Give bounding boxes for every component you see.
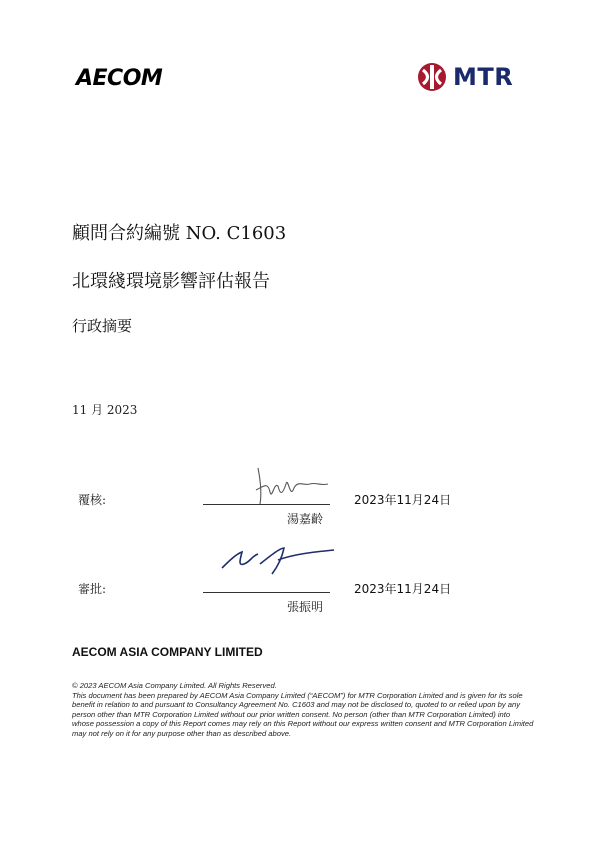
report-subtitle: 行政摘要 (72, 317, 133, 335)
review-label: 覆核: (78, 493, 107, 507)
mtr-wordmark: MTR (453, 63, 514, 91)
review-name: 湯嘉齡 (287, 512, 324, 526)
approve-label: 審批: (78, 582, 107, 596)
aecom-logo: AECOM (76, 66, 163, 91)
signature-approver-icon (218, 542, 338, 582)
mtr-logo (417, 62, 513, 92)
contract-number: 顧問合約編號 NO. C1603 (72, 223, 287, 244)
approve-signature-line (203, 592, 330, 593)
review-date: 2023年11月24日 (354, 493, 452, 507)
approve-name: 張振明 (287, 600, 324, 614)
disclaimer-text: This document has been prepared by AECOM Asia Company Limited (“AECOM”) for MTR Corporation Limited and is given for its sole benefit in relation to and pursuant to Consultancy Agreement No. C1603 and may not be disclosed to, quoted to or relied upon by any person other than MTR Corporation Limited without our prior written consent. No person (other than MTR Corporation Limited) into whose possession a copy of this Report comes may rely on this Report without our express written consent and MTR Corporation Limited may not rely on it for any purpose other than as described above. (72, 690, 534, 738)
mtr-symbol-icon (417, 62, 447, 92)
disclaimer-block (72, 681, 534, 739)
report-title: 北環綫環境影響評估報告 (72, 271, 270, 292)
copyright-line: © 2023 AECOM Asia Company Limited. All Rights Reserved. (72, 681, 277, 690)
review-signature-line (203, 504, 330, 505)
report-date: 11 月 2023 (72, 403, 138, 417)
company-name: AECOM ASIA COMPANY LIMITED (72, 645, 263, 659)
approve-date: 2023年11月24日 (354, 582, 452, 596)
